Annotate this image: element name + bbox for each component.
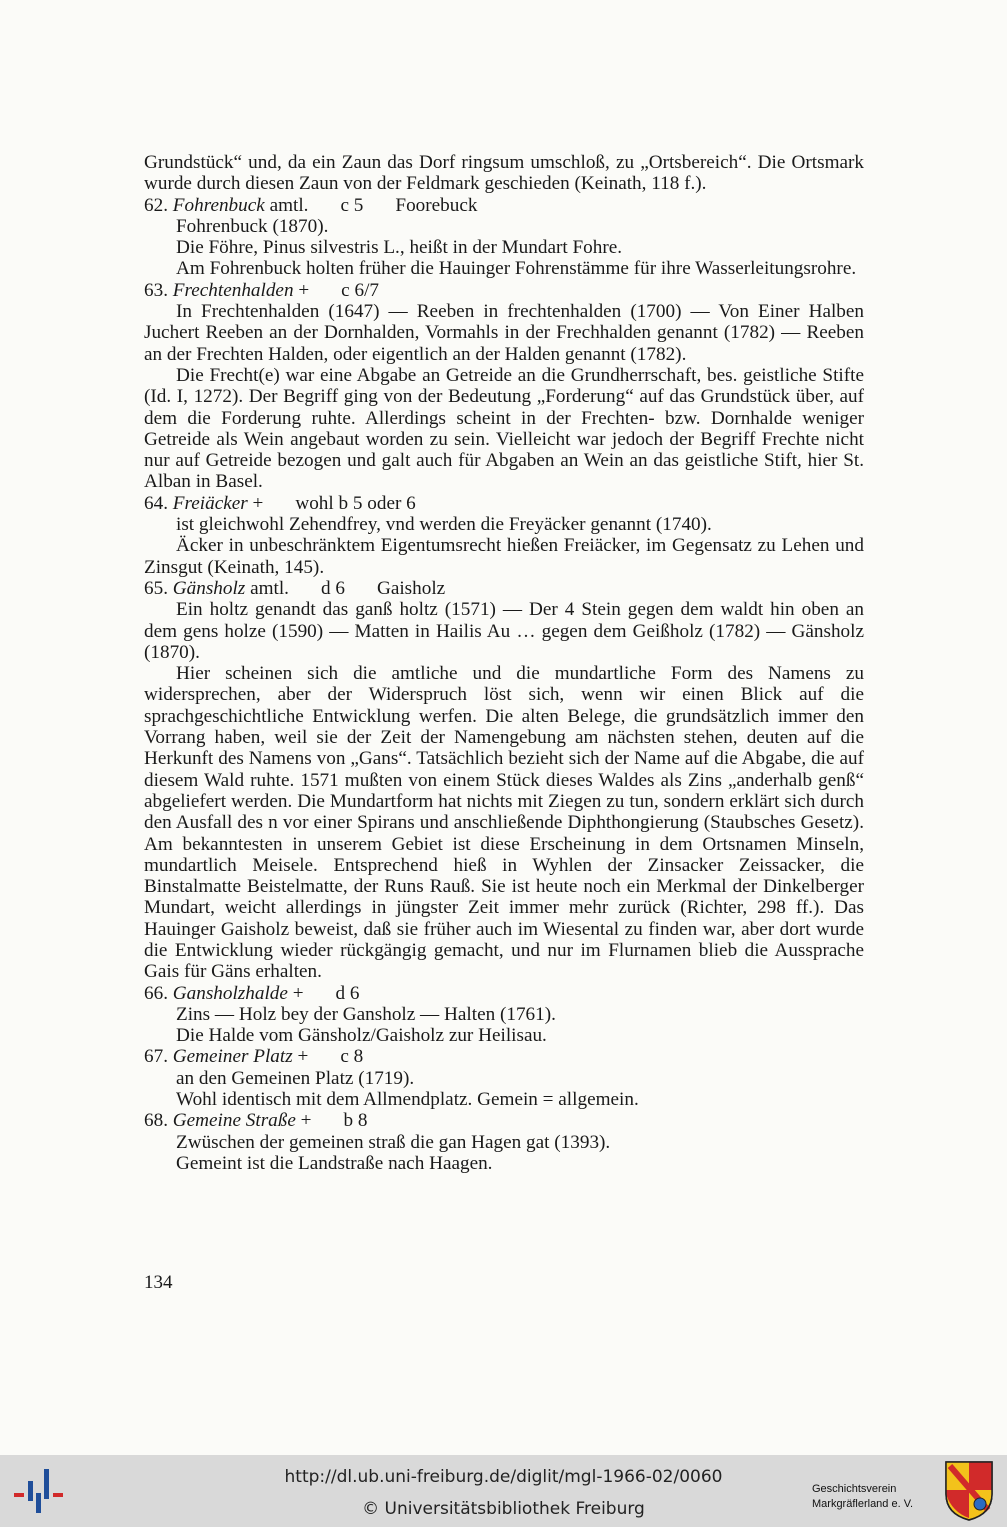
entry-name: Gemeiner Platz xyxy=(172,1046,293,1068)
entry-grid: c 6/7 xyxy=(341,279,380,301)
entry-65 xyxy=(144,578,864,599)
entry-66 xyxy=(144,983,864,1004)
paragraph: Die Föhre, Pinus silvestris L., heißt in der Mundart Fohre. xyxy=(176,237,623,259)
entry-grid: d 6 xyxy=(320,577,345,599)
entry-67 xyxy=(144,1046,864,1067)
entry-status: + xyxy=(298,279,310,301)
entry-grid: b 8 xyxy=(343,1110,368,1132)
entry-number: 63. xyxy=(144,279,168,301)
entry-name: Gänsholz xyxy=(172,577,246,599)
entry-grid: c 8 xyxy=(340,1046,364,1068)
document-url-link[interactable]: http://dl.ub.uni-freiburg.de/diglit/mgl-1966-02/0060 xyxy=(284,1467,723,1487)
copyright-text: © Universitätsbibliothek Freiburg xyxy=(362,1499,645,1519)
paragraph: Am Fohrenbuck holten früher die Hauinger Fohrenstämme für ihre Wasserleitungsrohre. xyxy=(176,258,857,280)
entry-number: 68. xyxy=(144,1110,168,1132)
entry-68 xyxy=(144,1110,864,1131)
entry-status: + xyxy=(252,492,264,514)
entry-63 xyxy=(144,280,864,301)
publisher-name xyxy=(812,1482,913,1512)
entry-status: + xyxy=(292,982,304,1004)
entry-name: Gansholzhalde xyxy=(172,982,288,1004)
paragraph: an den Gemeinen Platz (1719). xyxy=(176,1067,415,1089)
publisher-line: Geschichtsverein xyxy=(812,1483,897,1495)
entry-number: 65. xyxy=(144,577,168,599)
paragraph: Zins — Holz bey der Gansholz — Halten (1761). xyxy=(176,1003,556,1025)
coat-of-arms-icon xyxy=(944,1460,994,1522)
footer-bar xyxy=(0,1455,1007,1527)
paragraph: Äcker in unbeschränktem Eigentumsrecht hießen Freiäcker, im Gegensatz zu Lehen und Zinsgut (Keinath, 145). xyxy=(144,535,864,578)
paragraph: Fohrenbuck (1870). xyxy=(176,215,329,237)
paragraph: Die Frecht(e) war eine Abgabe an Getreide an die Grundherrschaft, bes. geistliche Stifte (Id. I, 1272). Der Begriff ging von der Bedeutung „Forderung“ auf das Grundstück über, auf dem die Forderung ruhte. Allerdings scheint in der Frechten- bzw. Dornhalde weniger Getreide als Wein angebaut worden zu sein. Vielleicht war jedoch der Begriff Frechte nicht nur auf Getreide bezogen und galt auch für Abgaben an Wein an das geistliche Stift, hier St. Alban in Basel. xyxy=(144,364,864,493)
entry-status: amtl. xyxy=(269,194,309,216)
entry-number: 64. xyxy=(144,492,168,514)
entry-number: 66. xyxy=(144,982,168,1004)
paragraph: Hier scheinen sich die amtliche und die mundartliche Form des Namens zu widersprechen, aber der Widerspruch löst sich, wenn wir einen Blick auf die sprachgeschichtliche Entwicklung werfen. Die alten Belege, die grundsätzlich immer den Vorrang haben, weil sie der Zeit der Namengebung am nächsten stehen, deuten auf die Herkunft des Namens von „Gans“. Tatsächlich bezieht sich der Name auf die Abgabe, die auf diesem Wald ruhte. 1571 mußten von einem Stück dieses Waldes als Zins „anderhalb genß“ abgeliefert werden. Die Mundartform hat nichts mit Ziegen zu tun, sondern erklärt sich durch den Ausfall des n vor einer Spirans und anschließende Diphthongierung (Staubsches Gesetz). Am bekanntesten in unserem Gebiet ist diese Erscheinung in dem Ortsnamen Minseln, mundartlich Meisele. Entsprechend hieß in Wyhlen der Zinsacker Zeissacker, die Binstalmatte Beistelmatte, der Runs Rauß. Sie ist heute noch ein Merkmal der Dinkelberger Mundart, weicht allerdings in jüngster Zeit immer mehr zurück (Richter, 298 ff.). Das Hauinger Gaisholz beweist, daß sie früher auch im Wiesental zu finden war, aber dort wurde die Entwicklung wieder rückgängig gemacht, und nur im Flurnamen blieb die Aussprache Gais für Gäns erhalten. xyxy=(144,663,864,983)
entry-name: Freiäcker xyxy=(172,492,248,514)
entry-number: 67. xyxy=(144,1046,168,1068)
paragraph: Zwüschen der gemeinen straß die gan Hagen gat (1393). xyxy=(176,1131,611,1153)
entry-grid: wohl b 5 oder 6 xyxy=(295,492,416,514)
entry-64 xyxy=(144,493,864,514)
entry-62 xyxy=(144,195,864,216)
entry-status: + xyxy=(297,1046,309,1068)
paragraph: Ein holtz genandt das ganß holtz (1571) — Der 4 Stein gegen dem waldt hin oben an dem gens holze (1590) — Matten in Hailis Au … gegen dem Geißholz (1782) — Gänsholz (1870). xyxy=(144,599,864,663)
paragraph: Die Halde vom Gänsholz/Gaisholz zur Heilisau. xyxy=(176,1025,547,1047)
page-text xyxy=(144,152,864,1174)
entry-status: amtl. xyxy=(250,577,289,599)
entry-grid: c 5 xyxy=(340,194,364,216)
entry-name: Frechtenhalden xyxy=(172,279,294,301)
entry-number: 62. xyxy=(144,194,168,216)
paragraph: In Frechtenhalden (1647) — Reeben in frechtenhalden (1700) — Von Einer Halben Juchert Reeben an der Dornhalden, Vormahls in der Frechhalden genannt (1782) — Reeben an der Frechten Halden, oder eigentlich an der Halden genannt (1782). xyxy=(144,301,864,365)
paragraph: Wohl identisch mit dem Allmendplatz. Gemein = allgemein. xyxy=(176,1089,639,1111)
entry-dialect: Foorebuck xyxy=(395,194,478,216)
entry-dialect: Gaisholz xyxy=(376,577,446,599)
page-number: 134 xyxy=(144,1272,173,1293)
entry-status: + xyxy=(300,1110,312,1132)
paragraph: Grundstück“ und, da ein Zaun das Dorf ringsum umschloß, zu „Ortsbereich“. Die Ortsmark wurde durch diesen Zaun von der Feldmark geschieden (Keinath, 118 f.). xyxy=(144,152,864,195)
entry-name: Gemeine Straße xyxy=(172,1110,296,1132)
publisher-line: Markgräflerland e. V. xyxy=(812,1498,914,1510)
entry-grid: d 6 xyxy=(335,982,360,1004)
paragraph: Gemeint ist die Landstraße nach Haagen. xyxy=(176,1152,493,1174)
entry-name: Fohrenbuck xyxy=(172,194,265,216)
paragraph: ist gleichwohl Zehendfrey, vnd werden die Freyäcker genannt (1740). xyxy=(176,514,712,536)
